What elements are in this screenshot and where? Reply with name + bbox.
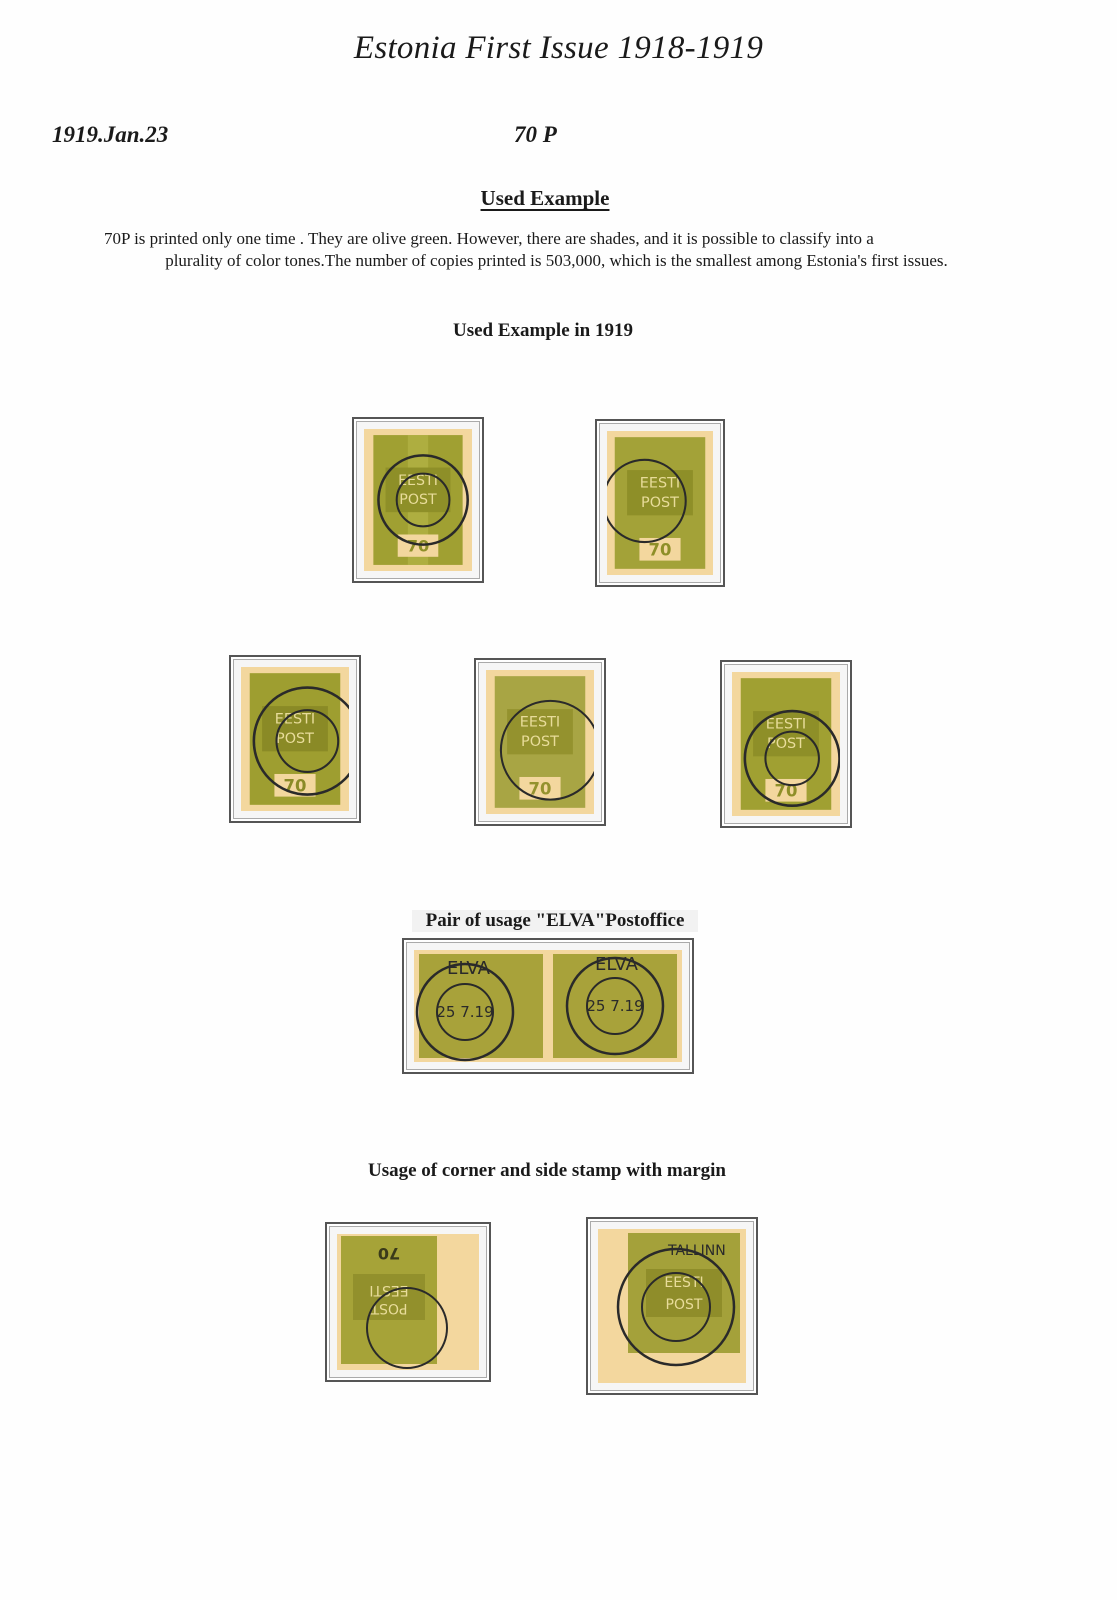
stamp-value: 70 P: [514, 122, 557, 147]
stamp-line1: EESTI: [519, 714, 561, 731]
stamp-image: [598, 1229, 746, 1383]
stamp-image: [337, 1234, 479, 1370]
stamp-image: [241, 667, 349, 811]
stamp-line1: EESTI: [369, 1282, 409, 1298]
stamp-image: [364, 429, 472, 571]
stamp-mount-4: [474, 658, 606, 826]
stamp-mount-1: [352, 417, 484, 583]
caption-elva-pair: Pair of usage "ELVA"Postoffice: [412, 910, 698, 932]
stamp-mount-5: [720, 660, 852, 828]
stamp-mount-corner: [325, 1222, 491, 1382]
stamp-line2: POST: [767, 736, 805, 753]
stamp-line2: POST: [641, 495, 679, 512]
stamp-denomination: 70: [528, 779, 552, 799]
stamp-line1: EESTI: [274, 711, 316, 728]
stamp-mount-2: [595, 419, 725, 587]
description: [104, 228, 1009, 272]
stamp-mount-side: [586, 1217, 758, 1395]
stamp-denomination: 70: [377, 1244, 401, 1263]
stamp-line2: POST: [521, 734, 559, 751]
stamp-image: [414, 950, 682, 1062]
stamp-70p-olive: [486, 670, 594, 814]
caption-used-1919: Used Example in 1919: [453, 320, 633, 341]
description-line-2: plurality of color tones.The number of copies printed is 503,000, which is the smallest among Estonia's first issues.: [165, 251, 948, 270]
stamp-line2: POST: [399, 492, 437, 509]
stamp-image: [607, 431, 713, 575]
stamp-line2: POST: [665, 1297, 703, 1313]
stamp-70p-olive: [364, 429, 472, 571]
stamp-image: [732, 672, 840, 816]
stamp-mount-3: [229, 655, 361, 823]
elva-date-1: 25 7.19: [436, 1003, 494, 1021]
stamp-side-margin: [598, 1229, 746, 1383]
stamp-denomination: 70: [283, 776, 307, 796]
stamp-line1: EESTI: [639, 475, 681, 492]
stamp-pair-elva: [414, 950, 682, 1062]
stamp-line2: POST: [370, 1300, 408, 1316]
stamp-line1: EESTI: [765, 716, 807, 733]
stamp-70p-olive: [732, 672, 840, 816]
stamp-line1: EESTI: [398, 472, 438, 489]
stamp-image: [486, 670, 594, 814]
issue-date: 1919.Jan.23: [52, 122, 169, 147]
stamp-70p-olive: [607, 431, 713, 575]
stamp-line1: EESTI: [664, 1275, 704, 1291]
page-title: Estonia First Issue 1918-1919: [353, 30, 764, 66]
stamp-denomination: 70: [774, 781, 798, 801]
cancel-town: TALLINN: [668, 1243, 726, 1259]
elva-date-2: 25 7.19: [586, 997, 644, 1015]
elva-name-2: ELVA: [595, 954, 638, 975]
description-line-1: 70P is printed only one time . They are olive green. However, there are shades, and it is possible to classify into a: [104, 229, 874, 248]
stamp-denomination: 70: [406, 536, 430, 556]
stamp-line2: POST: [276, 731, 314, 748]
stamp-pair-mount: [402, 938, 694, 1074]
section-title: Used Example: [480, 186, 610, 210]
caption-corner-side: Usage of corner and side stamp with margin: [367, 1160, 726, 1181]
stamp-70p-olive: [241, 667, 349, 811]
stamp-corner-margin: [337, 1234, 479, 1370]
elva-name-1: ELVA: [447, 958, 490, 979]
stamp-denomination: 70: [648, 540, 672, 560]
